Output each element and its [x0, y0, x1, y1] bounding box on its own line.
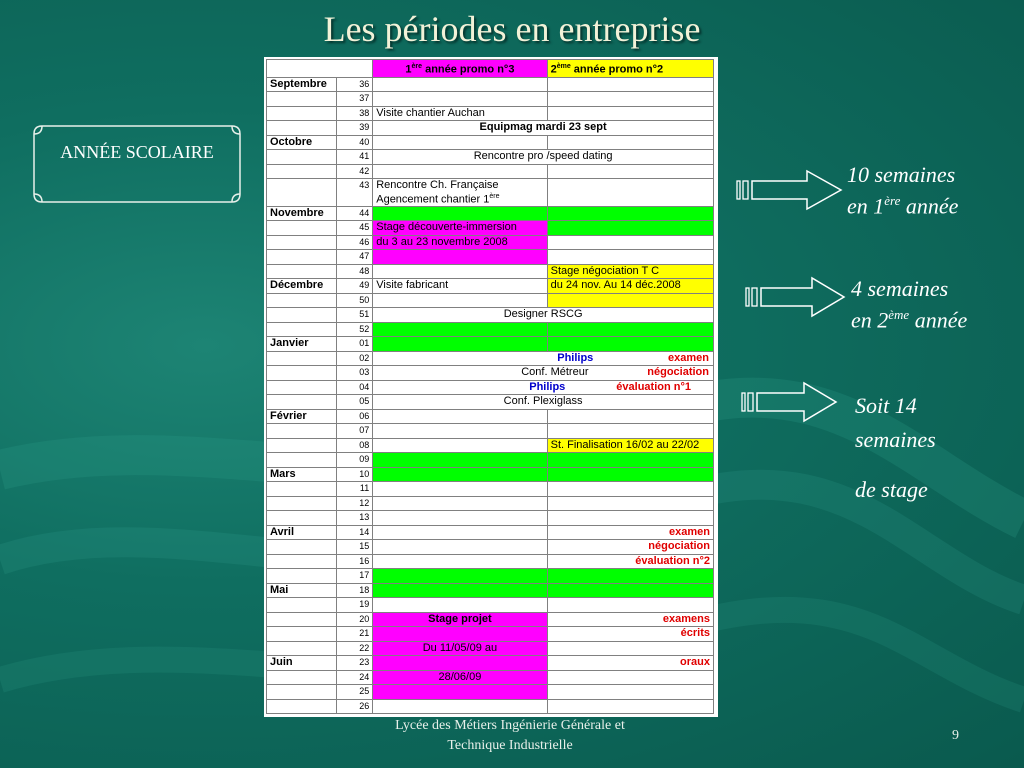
table-row: 03 Conf. Métreur négociation	[267, 366, 714, 381]
table-row: Octobre 40	[267, 135, 714, 150]
table-row: 37	[267, 92, 714, 107]
table-row: 24 28/06/09	[267, 670, 714, 685]
table-row: Mars 10	[267, 467, 714, 482]
table-row: 11	[267, 482, 714, 497]
table-row: 04 Philips évaluation n°1	[267, 380, 714, 395]
table-row: 26	[267, 699, 714, 714]
page-title: Les périodes en entreprise	[323, 9, 701, 49]
table-row: 39 Equipmag mardi 23 sept	[267, 121, 714, 136]
table-row: 41 Rencontre pro /speed dating	[267, 150, 714, 165]
table-row: Janvier 01	[267, 337, 714, 352]
table-row: 02 Philips examen	[267, 351, 714, 366]
table-row: 43 Rencontre Ch. Française Agencement chantier 1ère	[267, 179, 714, 207]
school-year-box	[32, 124, 242, 204]
table-row: 21 écrits	[267, 627, 714, 642]
table-row: Mai 18	[267, 583, 714, 598]
table-row: 22 Du 11/05/09 au	[267, 641, 714, 656]
table-row: 46 du 3 au 23 novembre 2008	[267, 235, 714, 250]
table-row: 15 négociation	[267, 540, 714, 555]
table-row: 20 Stage projet examens	[267, 612, 714, 627]
table-row: Novembre 44	[267, 206, 714, 221]
note-total: Soit 14 semaines de stage	[855, 393, 936, 502]
table-row: 51 Designer RSCG	[267, 308, 714, 323]
arrow-right-icon	[735, 169, 845, 211]
scroll-frame-icon	[32, 124, 242, 204]
table-row: 12	[267, 496, 714, 511]
table-row: 45 Stage découverte-immersion	[267, 221, 714, 236]
table-header-row	[267, 60, 714, 78]
note-second-year: 4 semaines en 2ème année	[851, 276, 968, 333]
table-row: Avril 14 examen	[267, 525, 714, 540]
header-year1: 1ère année promo n°3	[373, 60, 547, 78]
table-row: 19	[267, 598, 714, 613]
table-row: 50	[267, 293, 714, 308]
table-row: 47	[267, 250, 714, 265]
table-row: 38 Visite chantier Auchan	[267, 106, 714, 121]
header-year2: 2ème année promo n°2	[547, 60, 713, 78]
table-row: 13	[267, 511, 714, 526]
schedule-table	[266, 59, 714, 714]
table-row: 16 évaluation n°2	[267, 554, 714, 569]
table-row: 09	[267, 453, 714, 468]
note-first-year: 10 semaines en 1ère année	[847, 162, 959, 219]
table-row: 48 Stage négociation T C	[267, 264, 714, 279]
table-row: 42	[267, 164, 714, 179]
page-number: 9	[952, 728, 959, 743]
table-row: Décembre 49 Visite fabricant du 24 nov. Au 14 déc.2008	[267, 279, 714, 294]
school-year-label: ANNÉE SCOLAIRE	[60, 142, 214, 162]
table-row: Février 06	[267, 409, 714, 424]
table-row: 52	[267, 322, 714, 337]
table-row: 07	[267, 424, 714, 439]
schedule-table-container	[264, 57, 718, 717]
arrow-right-icon	[744, 276, 848, 318]
table-row: 05 Conf. Plexiglass	[267, 395, 714, 410]
footer-school: Lycée des Métiers Ingénierie Générale et Technique Industrielle	[395, 718, 625, 753]
table-row: 08 St. Finalisation 16/02 au 22/02	[267, 438, 714, 453]
table-row: Juin 23 oraux	[267, 656, 714, 671]
table-row: 17	[267, 569, 714, 584]
table-row: Septembre 36	[267, 77, 714, 92]
table-row: 25	[267, 685, 714, 700]
arrow-right-icon	[740, 381, 840, 423]
